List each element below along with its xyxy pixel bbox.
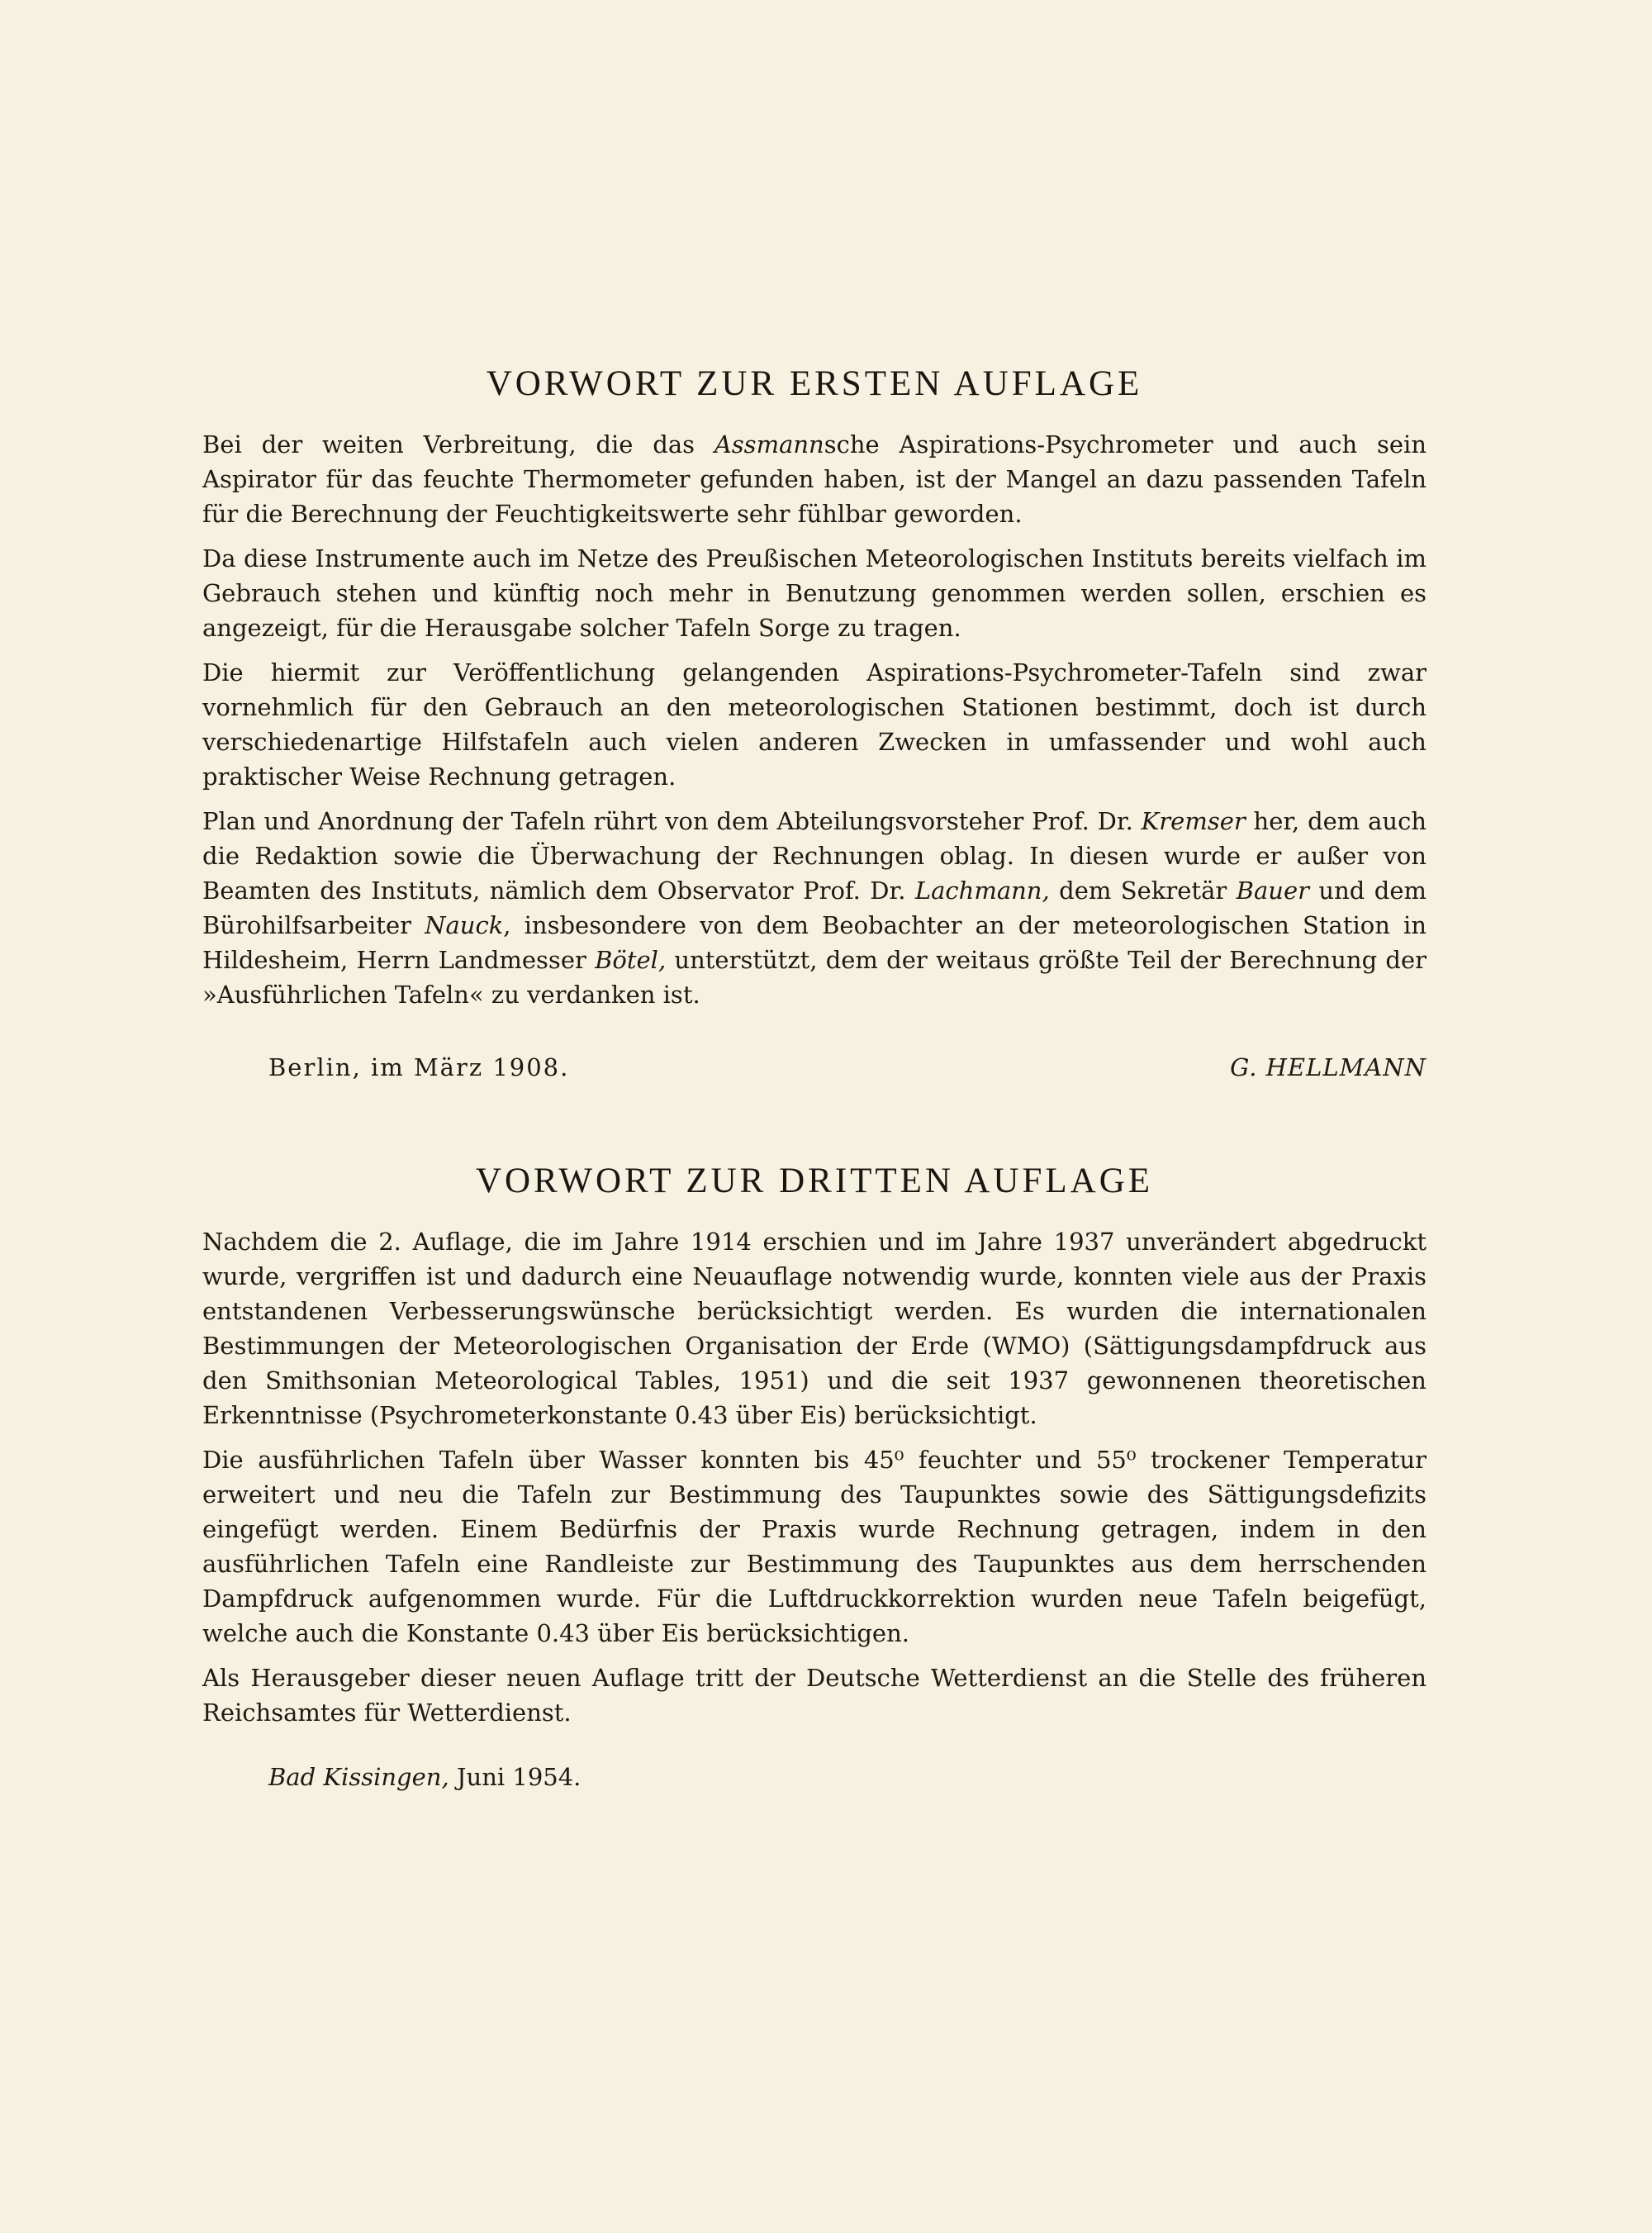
name-lachmann: Lachmann,: [914, 877, 1050, 905]
name-assmann: Assmann: [714, 430, 824, 458]
first-edition-preface: [202, 363, 1427, 1093]
third-preface-paragraph-2: Die ausführlichen Tafeln über Wasser konnten bis 45⁰ feuchter und 55⁰ trockener Temperatur erweitert und neu die Tafeln zur Bestimmung des Taupunktes sowie des Sättigungsdefizits eingefügt werden. Einem Bedürfnis der Praxis wurde Rechnung getragen, indem in den ausführlichen Tafeln eine Randleiste zur Bestimmung des Taupunktes aus dem herrschenden Dampfdruck aufgenommen wurde. Für die Luftdruckkorrektion wurden neue Tafeln beigefügt, welche auch die Konstante 0.43 über Eis berücksichtigen.: [202, 1446, 1427, 1647]
first-preface-paragraph-4: Plan und Anordnung der Tafeln rührt von dem Abteilungsvorsteher Prof. Dr. Kremser her, dem auch die Redaktion sowie die Überwachung der Rechnungen oblag. In diesen wurde er außer von Beamten des Instituts, nämlich dem Observator Prof. Dr. Lachmann, dem Sekretär Bauer und dem Bürohilfsarbeiter Nauck, insbesondere von dem Beobachter an der meteorologischen Station in Hildesheim, Herrn Landmesser Bötel, unterstützt, dem der weitaus größte Teil der Berechnung der »Ausführlichen Tafeln« zu verdanken ist.: [202, 807, 1427, 1009]
name-bauer: Bauer: [1236, 877, 1309, 905]
third-preface-paragraph-3: Als Herausgeber dieser neuen Auflage tritt der Deutsche Wetterdienst an die Stelle des früheren Reichsamtes für Wetterdienst.: [202, 1664, 1427, 1727]
name-nauck: Nauck: [425, 911, 504, 939]
third-preface-place-date: Bad Kissingen, Juni 1954.: [268, 1763, 582, 1791]
first-preface-paragraph-1: Bei der weiten Verbreitung, die das Assmannsche Aspirations-Psychrometer und auch sein Aspirator für das feuchte Thermometer gefunden haben, ist der Mangel an dazu passenden Tafeln für die Berechnung der Feuchtigkeitswerte sehr fühlbar geworden.: [202, 430, 1427, 528]
first-preface-paragraph-2: Da diese Instrumente auch im Netze des Preußischen Meteorologischen Instituts bereits vielfach im Gebrauch stehen und künftig noch mehr in Benutzung genommen werden sollen, erschien es angezeigt, für die Herausgabe solcher Tafeln Sorge zu tragen.: [202, 544, 1427, 642]
third-edition-preface: [202, 1161, 1427, 1803]
first-preface-place-date: Berlin, im März 1908.: [268, 1053, 570, 1081]
third-preface-closing: [202, 1763, 1427, 1803]
first-preface-closing: [202, 1053, 1427, 1093]
name-boetel: Bötel,: [595, 946, 667, 974]
place-bad-kissingen: Bad Kissingen,: [268, 1763, 449, 1791]
third-preface-paragraph-1: Nachdem die 2. Auflage, die im Jahre 1914 erschien und im Jahre 1937 unverändert abgedruckt wurde, vergriffen ist und dadurch eine Neuauflage notwendig wurde, konnten viele aus der Praxis entstandenen Verbesserungswünsche berücksichtigt werden. Es wurden die internationalen Bestimmungen der Meteorologischen Organisation der Erde (WMO) (Sättigungsdampfdruck aus den Smithsonian Meteorological Tables, 1951) und die seit 1937 gewonnenen theoretischen Erkenntnisse (Psychrometerkonstante 0.43 über Eis) berücksichtigt.: [202, 1228, 1427, 1429]
first-preface-heading: VORWORT ZUR ERSTEN AUFLAGE: [486, 364, 1143, 403]
first-preface-paragraph-3: Die hiermit zur Veröffentlichung gelangenden Aspirations-Psychrometer-Tafeln sind zwar vornehmlich für den Gebrauch an den meteorologischen Stationen bestimmt, doch ist durch verschiedenartige Hilfstafeln auch vielen anderen Zwecken in umfassender und wohl auch praktischer Weise Rechnung getragen.: [202, 658, 1427, 791]
name-kremser: Kremser: [1141, 807, 1246, 835]
first-preface-signature: G. HELLMANN: [1230, 1053, 1427, 1081]
third-preface-heading: VORWORT ZUR DRITTEN AUFLAGE: [475, 1162, 1154, 1200]
